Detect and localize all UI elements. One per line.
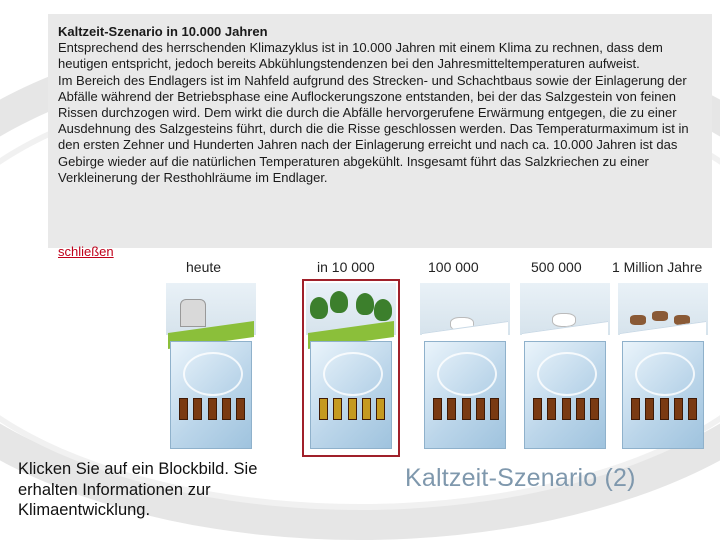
- block-image-100000[interactable]: [420, 283, 510, 453]
- waste-containers: [433, 398, 499, 420]
- block-salt-body: [310, 341, 392, 449]
- waste-containers: [631, 398, 697, 420]
- popup-title: Kaltzeit-Szenario in 10.000 Jahren: [58, 24, 268, 39]
- era-label-heute: heute: [186, 259, 222, 275]
- waste-containers: [533, 398, 599, 420]
- tree-icon: [330, 291, 348, 313]
- block-image-1-million[interactable]: [618, 283, 708, 453]
- block-salt-body: [622, 341, 704, 449]
- scenario-title: Kaltzeit-Szenario (2): [405, 464, 636, 492]
- era-label-1-million: 1 Million Jahre: [612, 259, 703, 275]
- power-plant-icon: [180, 299, 206, 327]
- waste-containers: [319, 398, 385, 420]
- deer-icon: [652, 311, 668, 321]
- popup-paragraph-1: Entsprechend des herrschenden Klimazyklus ist in 10.000 Jahren mit einem Klima zu rechnen, dass dem heutigen entspricht, jedoch bereits Abkühlungstendenzen bei den Jahresmitteltemperaturen aufweist.: [58, 40, 663, 72]
- block-image-10000[interactable]: [306, 283, 396, 453]
- waste-containers: [179, 398, 245, 420]
- block-image-heute[interactable]: [166, 283, 256, 453]
- block-salt-body: [424, 341, 506, 449]
- block-image-500000[interactable]: [520, 283, 610, 453]
- deer-icon: [630, 315, 646, 325]
- tree-icon: [310, 297, 328, 319]
- popup-paragraph-2: Im Bereich des Endlagers ist im Nahfeld aufgrund des Strecken- und Schachtbaus sowie der Einlagerung der Abfälle während der Betriebsphase eine Auflockerungszone entstanden, bei der das Salzgestein von feinen Rissen durchzogen wird. Dem wirkt die durch die Abfälle hervorgerufene Erwärmung entgegen, die zu einer Ausdehnung des Salzgesteins führt, durch die die Risse geschlossen werden. Das Temperaturmaximum ist in den ersten Zehner und Hunderten Jahren nach der Einlagerung erreicht und nach ca. 10.000 Jahren ist das Gebirge wieder auf die natürlichen Temperaturen abgekühlt. Insgesamt führt das Salzkriechen zu einer Verkleinerung der Resthohlräume im Endlager.: [58, 72, 689, 185]
- instructions-text: Klicken Sie auf ein Blockbild. Sie erhalten Informationen zur Klimaentwicklung.: [18, 460, 258, 519]
- block-salt-body: [170, 341, 252, 449]
- block-salt-body: [524, 341, 606, 449]
- close-link[interactable]: schließen: [58, 244, 114, 259]
- tree-icon: [374, 299, 392, 321]
- info-popup: [48, 14, 712, 248]
- era-label-100000: 100 000: [428, 259, 479, 275]
- era-label-10000: in 10 000: [317, 259, 375, 275]
- era-label-500000: 500 000: [531, 259, 582, 275]
- tree-icon: [356, 293, 374, 315]
